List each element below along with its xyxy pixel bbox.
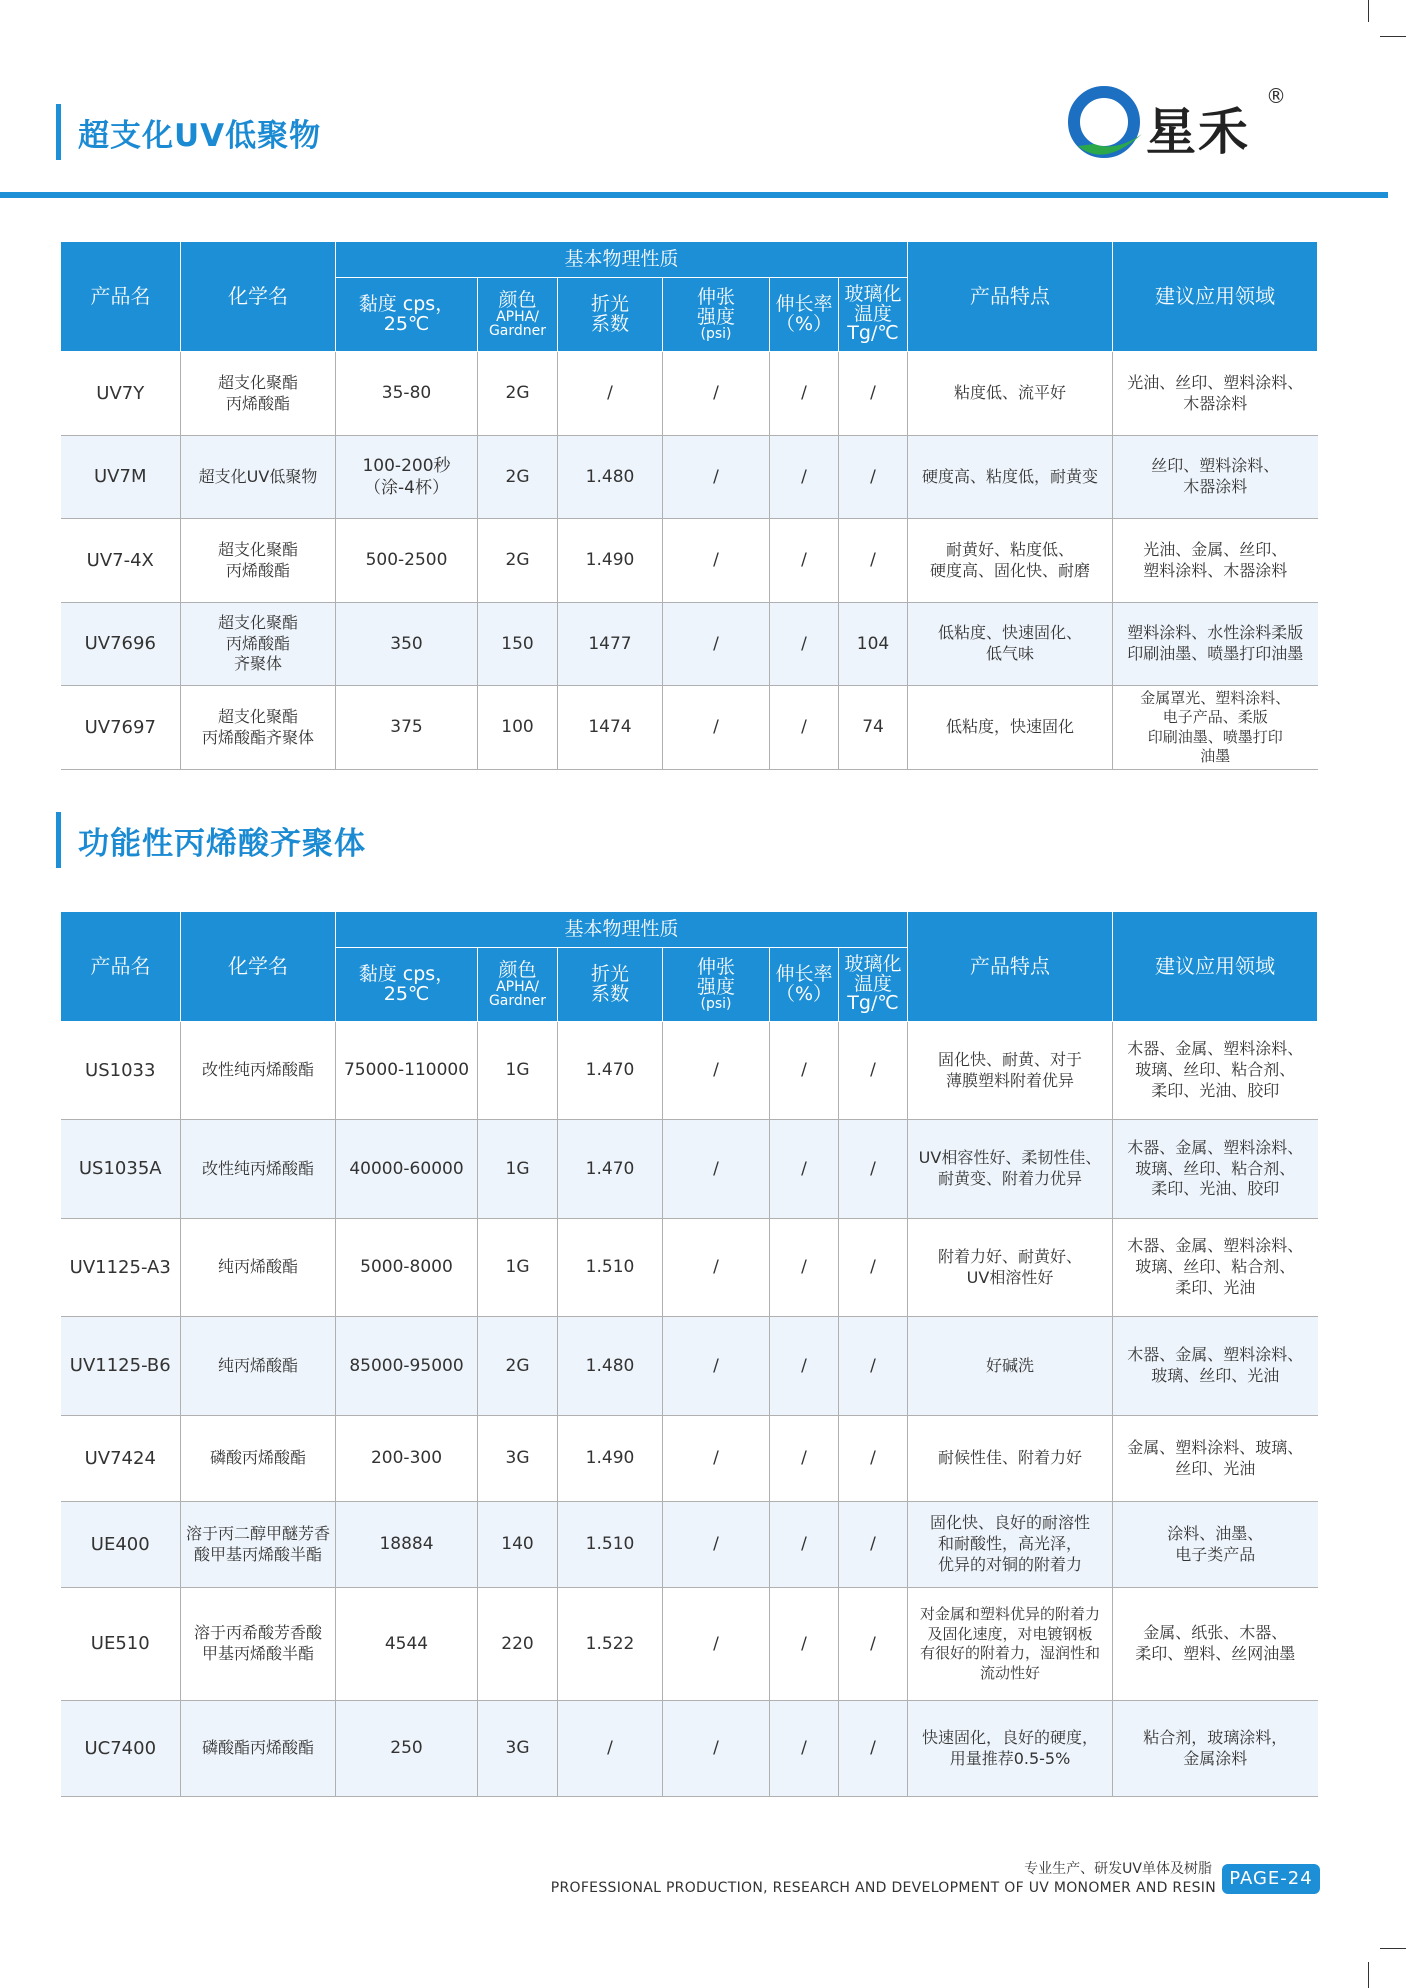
color-unit: APHA/ [496, 309, 539, 326]
cell-tensile: / [663, 352, 770, 436]
header-chemical: 化学名 [181, 912, 336, 1022]
tg-label: 玻璃化 [844, 282, 902, 305]
cell-applications: 粘合剂，玻璃涂料， 金属涂料 [1113, 1701, 1318, 1797]
hyperbranched-table-body [61, 352, 1318, 770]
cell-refraction: 1.522 [558, 1588, 663, 1701]
cell-product: UE400 [61, 1502, 181, 1588]
viscosity-unit: 25℃ [383, 982, 430, 1005]
brand-name: 星禾 [1146, 102, 1250, 161]
cell-viscosity: 250 [336, 1701, 478, 1797]
cell-product: UV1125-B6 [61, 1317, 181, 1416]
cell-refraction: 1.480 [558, 436, 663, 519]
cell-viscosity: 350 [336, 603, 478, 686]
cell-elongation: / [770, 1219, 839, 1317]
cell-color: 140 [478, 1502, 558, 1588]
footer-slogan-cn: 专业生产、研发UV单体及树脂 [1024, 1861, 1212, 1877]
cell-applications: 金属、纸张、木器、 柔印、塑料、丝网油墨 [1113, 1588, 1318, 1701]
tensile-label: 伸张 [696, 955, 735, 978]
cell-color: 1G [478, 1022, 558, 1120]
cell-elongation: / [770, 1120, 839, 1219]
cell-elongation: / [770, 603, 839, 686]
cell-tg: 104 [839, 603, 908, 686]
cell-product: UV7697 [61, 686, 181, 770]
cell-tg: / [839, 1120, 908, 1219]
cell-tensile: / [663, 519, 770, 603]
cell-elongation: / [770, 1416, 839, 1502]
header-features: 产品特点 [908, 242, 1113, 352]
table-row [61, 1416, 1318, 1502]
cell-viscosity: 40000-60000 [336, 1120, 478, 1219]
cell-product: UC7400 [61, 1701, 181, 1797]
cell-chemical: 纯丙烯酸酯 [181, 1317, 336, 1416]
cell-chemical: 超支化UV低聚物 [181, 436, 336, 519]
cell-viscosity: 200-300 [336, 1416, 478, 1502]
cell-features: 好碱洗 [908, 1317, 1113, 1416]
tensile-unit: (psi) [700, 326, 732, 343]
cell-features: 硬度高、粘度低，耐黄变 [908, 436, 1113, 519]
cell-refraction: 1.510 [558, 1219, 663, 1317]
cell-viscosity: 35-80 [336, 352, 478, 436]
section-title-text: 功能性丙烯酸齐聚体 [78, 826, 366, 862]
header-refraction [558, 278, 663, 352]
tg-unit: Tg/℃ [847, 992, 899, 1015]
elongation-unit: （%） [775, 312, 833, 335]
cell-applications: 木器、金属、塑料涂料、 玻璃、丝印、粘合剂、 柔印、光油 [1113, 1219, 1318, 1317]
cell-color: 2G [478, 519, 558, 603]
viscosity-label: 黏度 cps， [358, 962, 455, 985]
cell-elongation: / [770, 686, 839, 770]
cell-features: 低粘度、快速固化、 低气味 [908, 603, 1113, 686]
cell-color: 3G [478, 1416, 558, 1502]
cell-elongation: / [770, 436, 839, 519]
cell-features: 低粘度，快速固化 [908, 686, 1113, 770]
header-features: 产品特点 [908, 912, 1113, 1022]
cell-refraction: 1.470 [558, 1022, 663, 1120]
cell-tg: / [839, 1317, 908, 1416]
cell-viscosity: 18884 [336, 1502, 478, 1588]
tg-label: 玻璃化 [844, 952, 902, 975]
cell-viscosity: 85000-95000 [336, 1317, 478, 1416]
cell-chemical: 磷酸酯丙烯酸酯 [181, 1701, 336, 1797]
cell-tensile: / [663, 603, 770, 686]
cell-product: UV1125-A3 [61, 1219, 181, 1317]
cell-chemical: 改性纯丙烯酸酯 [181, 1022, 336, 1120]
cell-refraction: / [558, 1701, 663, 1797]
color-label: 颜色 [498, 958, 537, 981]
cell-chemical: 改性纯丙烯酸酯 [181, 1120, 336, 1219]
refraction-label: 折光 [590, 292, 629, 315]
cell-applications: 丝印、塑料涂料、 木器涂料 [1113, 436, 1318, 519]
cell-viscosity: 5000-8000 [336, 1219, 478, 1317]
cell-product: US1033 [61, 1022, 181, 1120]
cell-refraction: / [558, 352, 663, 436]
refraction-label-2: 系数 [590, 312, 629, 335]
title-accent-bar [56, 104, 61, 160]
functional-table-body [61, 1022, 1318, 1797]
header-refraction [558, 948, 663, 1022]
cell-elongation: / [770, 1317, 839, 1416]
header-applications: 建议应用领域 [1113, 242, 1318, 352]
tg-label-2: 温度 [854, 972, 893, 995]
header-color [478, 948, 558, 1022]
crop-mark [1368, 1962, 1369, 1988]
hyperbranched-table [60, 241, 1318, 770]
cell-applications: 木器、金属、塑料涂料、 玻璃、丝印、粘合剂、 柔印、光油、胶印 [1113, 1022, 1318, 1120]
cell-applications: 塑料涂料、水性涂料柔版 印刷油墨、喷墨打印油墨 [1113, 603, 1318, 686]
cell-product: UV7-4X [61, 519, 181, 603]
table-row [61, 436, 1318, 519]
cell-refraction: 1.490 [558, 1416, 663, 1502]
cell-refraction: 1474 [558, 686, 663, 770]
table-row [61, 1502, 1318, 1588]
q-swoosh-logo-icon [1064, 82, 1148, 166]
cell-color: 3G [478, 1701, 558, 1797]
cell-refraction: 1.510 [558, 1502, 663, 1588]
header-product: 产品名 [61, 912, 181, 1022]
table-row [61, 1317, 1318, 1416]
cell-applications: 木器、金属、塑料涂料、 玻璃、丝印、光油 [1113, 1317, 1318, 1416]
cell-features: 粘度低、流平好 [908, 352, 1113, 436]
refraction-label: 折光 [590, 962, 629, 985]
viscosity-unit: 25℃ [383, 312, 430, 335]
tg-unit: Tg/℃ [847, 322, 899, 345]
cell-elongation: / [770, 1502, 839, 1588]
cell-chemical: 超支化聚酯 丙烯酸酯 [181, 352, 336, 436]
cell-elongation: / [770, 1588, 839, 1701]
crop-mark [1380, 36, 1406, 37]
cell-chemical: 溶于丙二醇甲醚芳香 酸甲基丙烯酸半酯 [181, 1502, 336, 1588]
header-physical-group: 基本物理性质 [336, 912, 908, 948]
table-row [61, 603, 1318, 686]
header-viscosity [336, 948, 478, 1022]
viscosity-label: 黏度 cps， [358, 292, 455, 315]
elongation-unit: （%） [775, 982, 833, 1005]
header-viscosity [336, 278, 478, 352]
elongation-label: 伸长率 [775, 962, 833, 985]
cell-applications: 光油、金属、丝印、 塑料涂料、木器涂料 [1113, 519, 1318, 603]
cell-tg: / [839, 1588, 908, 1701]
header-elongation [770, 948, 839, 1022]
header-tg [839, 278, 908, 352]
cell-tensile: / [663, 1502, 770, 1588]
cell-tg: / [839, 1416, 908, 1502]
cell-tensile: / [663, 1219, 770, 1317]
header-elongation [770, 278, 839, 352]
cell-chemical: 超支化聚酯 丙烯酸酯齐聚体 [181, 686, 336, 770]
cell-tensile: / [663, 1416, 770, 1502]
cell-viscosity: 4544 [336, 1588, 478, 1701]
header-applications: 建议应用领域 [1113, 912, 1318, 1022]
cell-tg: / [839, 436, 908, 519]
elongation-label: 伸长率 [775, 292, 833, 315]
cell-refraction: 1.490 [558, 519, 663, 603]
brand-logo [1064, 82, 1304, 166]
page-number-badge: PAGE-24 [1222, 1864, 1320, 1894]
cell-tg: / [839, 1022, 908, 1120]
cell-tensile: / [663, 436, 770, 519]
cell-product: UV7Y [61, 352, 181, 436]
registered-mark: ® [1266, 84, 1286, 108]
table-row [61, 686, 1318, 770]
refraction-label-2: 系数 [590, 982, 629, 1005]
cell-color: 2G [478, 352, 558, 436]
crop-mark [1380, 1948, 1406, 1949]
section-title-text: 超支化UV低聚物 [78, 118, 322, 154]
header-tensile [663, 278, 770, 352]
header-color [478, 278, 558, 352]
cell-color: 1G [478, 1120, 558, 1219]
cell-color: 1G [478, 1219, 558, 1317]
cell-tg: / [839, 519, 908, 603]
cell-tensile: / [663, 1317, 770, 1416]
table-row [61, 1022, 1318, 1120]
cell-color: 150 [478, 603, 558, 686]
cell-applications: 光油、丝印、塑料涂料、 木器涂料 [1113, 352, 1318, 436]
cell-chemical: 超支化聚酯 丙烯酸酯 齐聚体 [181, 603, 336, 686]
cell-tg: 74 [839, 686, 908, 770]
cell-features: 固化快、良好的耐溶性 和耐酸性，高光泽， 优异的对铜的附着力 [908, 1502, 1113, 1588]
cell-tg: / [839, 1219, 908, 1317]
cell-tensile: / [663, 686, 770, 770]
cell-color: 2G [478, 1317, 558, 1416]
title-accent-bar [56, 812, 61, 868]
cell-features: 附着力好、耐黄好、 UV相溶性好 [908, 1219, 1113, 1317]
cell-features: 固化快、耐黄、对于 薄膜塑料附着优异 [908, 1022, 1113, 1120]
tensile-label: 伸张 [696, 285, 735, 308]
functional-table [60, 911, 1318, 1797]
cell-chemical: 磷酸丙烯酸酯 [181, 1416, 336, 1502]
table-row [61, 1588, 1318, 1701]
cell-refraction: 1.480 [558, 1317, 663, 1416]
cell-product: UV7696 [61, 603, 181, 686]
color-unit: APHA/ [496, 979, 539, 996]
cell-chemical: 溶于丙希酸芳香酸 甲基丙烯酸半酯 [181, 1588, 336, 1701]
cell-color: 220 [478, 1588, 558, 1701]
table-row [61, 1120, 1318, 1219]
cell-tg: / [839, 1701, 908, 1797]
cell-applications: 涂料、油墨、 电子类产品 [1113, 1502, 1318, 1588]
table-row [61, 1701, 1318, 1797]
crop-mark [1368, 0, 1369, 22]
cell-viscosity: 375 [336, 686, 478, 770]
color-label: 颜色 [498, 288, 537, 311]
table-row [61, 352, 1318, 436]
cell-applications: 金属罩光、塑料涂料、 电子产品、柔版 印刷油墨、喷墨打印 油墨 [1113, 686, 1318, 770]
cell-elongation: / [770, 1701, 839, 1797]
cell-tensile: / [663, 1120, 770, 1219]
tg-label-2: 温度 [854, 302, 893, 325]
header-rule [0, 192, 1388, 198]
cell-features: 耐黄好、粘度低、 硬度高、固化快、耐磨 [908, 519, 1113, 603]
cell-product: US1035A [61, 1120, 181, 1219]
cell-product: UV7424 [61, 1416, 181, 1502]
header-product: 产品名 [61, 242, 181, 352]
cell-refraction: 1.470 [558, 1120, 663, 1219]
tensile-label-2: 强度 [696, 305, 735, 328]
cell-viscosity: 75000-110000 [336, 1022, 478, 1120]
cell-chemical: 超支化聚酯 丙烯酸酯 [181, 519, 336, 603]
cell-elongation: / [770, 1022, 839, 1120]
tensile-label-2: 强度 [696, 975, 735, 998]
header-tg [839, 948, 908, 1022]
cell-elongation: / [770, 519, 839, 603]
cell-features: 耐候性佳、附着力好 [908, 1416, 1113, 1502]
cell-tg: / [839, 352, 908, 436]
table-row [61, 1219, 1318, 1317]
cell-product: UV7M [61, 436, 181, 519]
cell-viscosity: 100-200秒 （涂-4杯） [336, 436, 478, 519]
header-chemical: 化学名 [181, 242, 336, 352]
cell-color: 2G [478, 436, 558, 519]
cell-product: UE510 [61, 1588, 181, 1701]
cell-color: 100 [478, 686, 558, 770]
table-row [61, 519, 1318, 603]
header-physical-group: 基本物理性质 [336, 242, 908, 278]
cell-chemical: 纯丙烯酸酯 [181, 1219, 336, 1317]
color-unit-2: Gardner [488, 323, 547, 340]
cell-refraction: 1477 [558, 603, 663, 686]
cell-elongation: / [770, 352, 839, 436]
cell-tensile: / [663, 1588, 770, 1701]
cell-features: UV相容性好、柔韧性佳、 耐黄变、附着力优异 [908, 1120, 1113, 1219]
tensile-unit: (psi) [700, 996, 732, 1013]
cell-features: 快速固化，良好的硬度， 用量推荐0.5-5% [908, 1701, 1113, 1797]
cell-applications: 金属、塑料涂料、玻璃、 丝印、光油 [1113, 1416, 1318, 1502]
cell-tensile: / [663, 1022, 770, 1120]
cell-tg: / [839, 1502, 908, 1588]
footer-slogan-en: PROFESSIONAL PRODUCTION, RESEARCH AND DEVELOPMENT OF UV MONOMER AND RESIN [550, 1880, 1216, 1896]
color-unit-2: Gardner [488, 993, 547, 1010]
cell-tensile: / [663, 1701, 770, 1797]
header-tensile [663, 948, 770, 1022]
cell-applications: 木器、金属、塑料涂料、 玻璃、丝印、粘合剂、 柔印、光油、胶印 [1113, 1120, 1318, 1219]
cell-features: 对金属和塑料优异的附着力 及固化速度，对电镀钢板 有很好的附着力，湿润性和 流动性好 [908, 1588, 1113, 1701]
cell-viscosity: 500-2500 [336, 519, 478, 603]
